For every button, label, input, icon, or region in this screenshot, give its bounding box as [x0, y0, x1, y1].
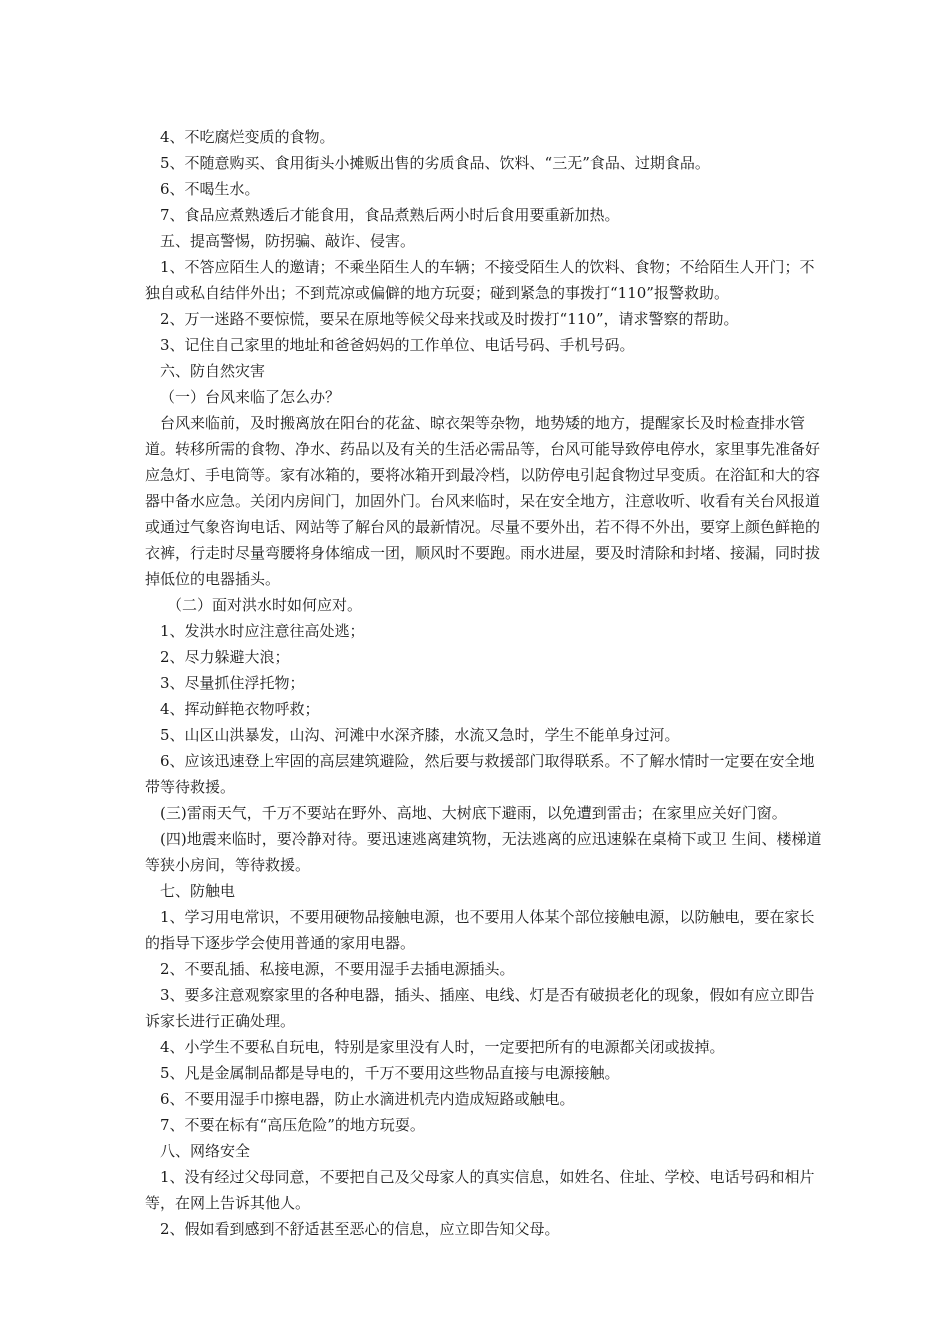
paragraph: 6、不要用湿手巾擦电器，防止水滴进机壳内造成短路或触电。 — [160, 1090, 575, 1108]
paragraph: 6、不喝生水。 — [160, 180, 260, 198]
paragraph: 1、发洪水时应注意往高处逃； — [160, 622, 365, 640]
paragraph: 1、不答应陌生人的邀请；不乘坐陌生人的车辆；不接受陌生人的饮料、食物；不给陌生人开门；不独自或私自结伴外出；不到荒凉或偏僻的地方玩耍；碰到紧急的事拨打“110”报警救助。 — [145, 258, 815, 302]
section-heading: 七、防触电 — [160, 882, 236, 900]
paragraph: 4、挥动鲜艳衣物呼救； — [160, 700, 320, 718]
paragraph: 2、不要乱插、私接电源，不要用湿手去插电源插头。 — [160, 960, 515, 978]
paragraph: 4、小学生不要私自玩电，特别是家里没有人时，一定要把所有的电源都关闭或拔掉。 — [160, 1038, 725, 1056]
subsection-heading: （一）台风来临了怎么办？ — [160, 388, 341, 406]
paragraph: 6、应该迅速登上牢固的高层建筑避险，然后要与救援部门取得联系。不了解水情时一定要在安全地带等待救援。 — [145, 752, 815, 796]
paragraph: 5、凡是金属制品都是导电的，千万不要用这些物品直接与电源接触。 — [160, 1064, 620, 1082]
paragraph: 7、食品应煮熟透后才能食用，食品煮熟后两小时后食用要重新加热。 — [160, 206, 620, 224]
paragraph: (三)雷雨天气，千万不要站在野外、高地、大树底下避雨，以免遭到雷击；在家里应关好门窗。 — [160, 804, 787, 822]
paragraph: (四)地震来临时，要冷静对待。要迅速逃离建筑物，无法逃离的应迅速躲在桌椅下或卫 生间、楼梯道等狭小房间，等待救援。 — [145, 830, 822, 874]
paragraph: 3、尽量抓住浮托物； — [160, 674, 305, 692]
document-body — [145, 124, 825, 1242]
paragraph: 2、尽力躲避大浪； — [160, 648, 290, 666]
paragraph: 台风来临前，及时搬离放在阳台的花盆、晾衣架等杂物，地势矮的地方，提醒家长及时检查排水管道。转移所需的食物、净水、药品以及有关的生活必需品等，台风可能导致停电停水，家里事先准备好应急灯、手电筒等。家有冰箱的，要将冰箱开到最冷档，以防停电引起食物过早变质。在浴缸和大的容器中备水应急。关闭内房间门，加固外门。台风来临时，呆在安全地方，注意收听、收看有关台风报道或通过气象咨询电话、网站等了解台风的最新情况。尽量不要外出，若不得不外出，要穿上颜色鲜艳的衣裤，行走时尽量弯腰将身体缩成一团，顺风时不要跑。雨水进屋，要及时清除和封堵、接漏，同时拔掉低位的电器插头。 — [145, 414, 821, 588]
paragraph: 3、要多注意观察家里的各种电器，插头、插座、电线、灯是否有破损老化的现象，假如有应立即告诉家长进行正确处理。 — [145, 986, 815, 1030]
paragraph: 7、不要在标有“高压危险”的地方玩耍。 — [160, 1116, 425, 1134]
paragraph: 5、山区山洪暴发，山沟、河滩中水深齐膝，水流又急时，学生不能单身过河。 — [160, 726, 680, 744]
paragraph: 1、没有经过父母同意，不要把自己及父母家人的真实信息，如姓名、住址、学校、电话号码和相片等，在网上告诉其他人。 — [145, 1168, 815, 1212]
paragraph: 3、记住自己家里的地址和爸爸妈妈的工作单位、电话号码、手机号码。 — [160, 336, 635, 354]
section-heading: 八、网络安全 — [160, 1142, 251, 1160]
section-heading: 五、提高警惕，防拐骗、敲诈、侵害。 — [160, 232, 416, 250]
subsection-heading: （二）面对洪水时如何应对。 — [167, 596, 363, 614]
paragraph: 1、学习用电常识，不要用硬物品接触电源，也不要用人体某个部位接触电源，以防触电，要在家长的指导下逐步学会使用普通的家用电器。 — [145, 908, 815, 952]
paragraph: 2、假如看到感到不舒适甚至恶心的信息，应立即告知父母。 — [160, 1220, 560, 1238]
paragraph: 2、万一迷路不要惊慌，要呆在原地等候父母来找或及时拨打“110”，请求警察的帮助。 — [160, 310, 739, 328]
section-heading: 六、防自然灾害 — [160, 362, 266, 380]
paragraph: 4、不吃腐烂变质的食物。 — [160, 128, 335, 146]
paragraph: 5、不随意购买、食用街头小摊贩出售的劣质食品、饮料、“三无”食品、过期食品。 — [160, 154, 710, 172]
